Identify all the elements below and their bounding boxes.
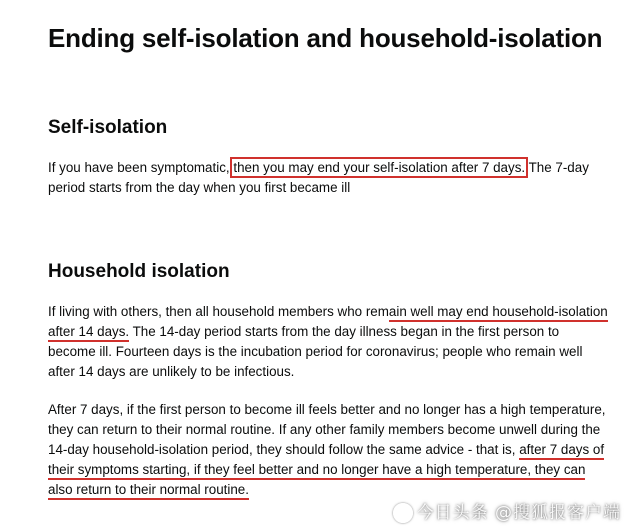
watermark-logo-icon bbox=[393, 503, 413, 523]
household-p1-underline: ain well may end household-isolation after 14 days. bbox=[48, 304, 608, 342]
page-title: Ending self-isolation and household-isolation bbox=[48, 23, 603, 53]
household-p2-text-before: After 7 days, if the first person to become ill feels better and no longer has a high temperature, they can return to their normal routine. If any other family members become unwell during the 14-day household-isolation period, they should follow the same advice - that is, bbox=[48, 402, 606, 457]
household-p1-text-after: The 14-day period starts from the day illness began in the first person to become ill. Fourteen days is the incubation period for coronavirus; people who remain well after 14 days are unlikely to be infectious. bbox=[48, 324, 583, 379]
watermark-text: 今日头条 @搜狐报客户端 bbox=[416, 503, 621, 523]
household-isolation-heading: Household isolation bbox=[48, 261, 230, 282]
watermark bbox=[393, 498, 621, 523]
household-isolation-paragraph-2 bbox=[48, 400, 608, 500]
self-isolation-text-after: The 7-day period starts from the day when you first became ill bbox=[48, 160, 589, 195]
household-p2-underline: after 7 days of their symptoms starting, if they feel better and no longer have a high temperature, they can also return to their normal routine. bbox=[48, 442, 604, 500]
household-isolation-paragraph-1 bbox=[48, 302, 608, 382]
self-isolation-heading: Self-isolation bbox=[48, 117, 168, 138]
self-isolation-paragraph bbox=[48, 158, 608, 198]
content-page bbox=[48, 0, 608, 500]
self-isolation-highlight: then you may end your self-isolation after 7 days. bbox=[233, 160, 526, 175]
self-isolation-text-before: If you have been symptomatic, bbox=[48, 160, 234, 175]
household-p1-text-before: If living with others, then all household members who rem bbox=[48, 304, 389, 319]
